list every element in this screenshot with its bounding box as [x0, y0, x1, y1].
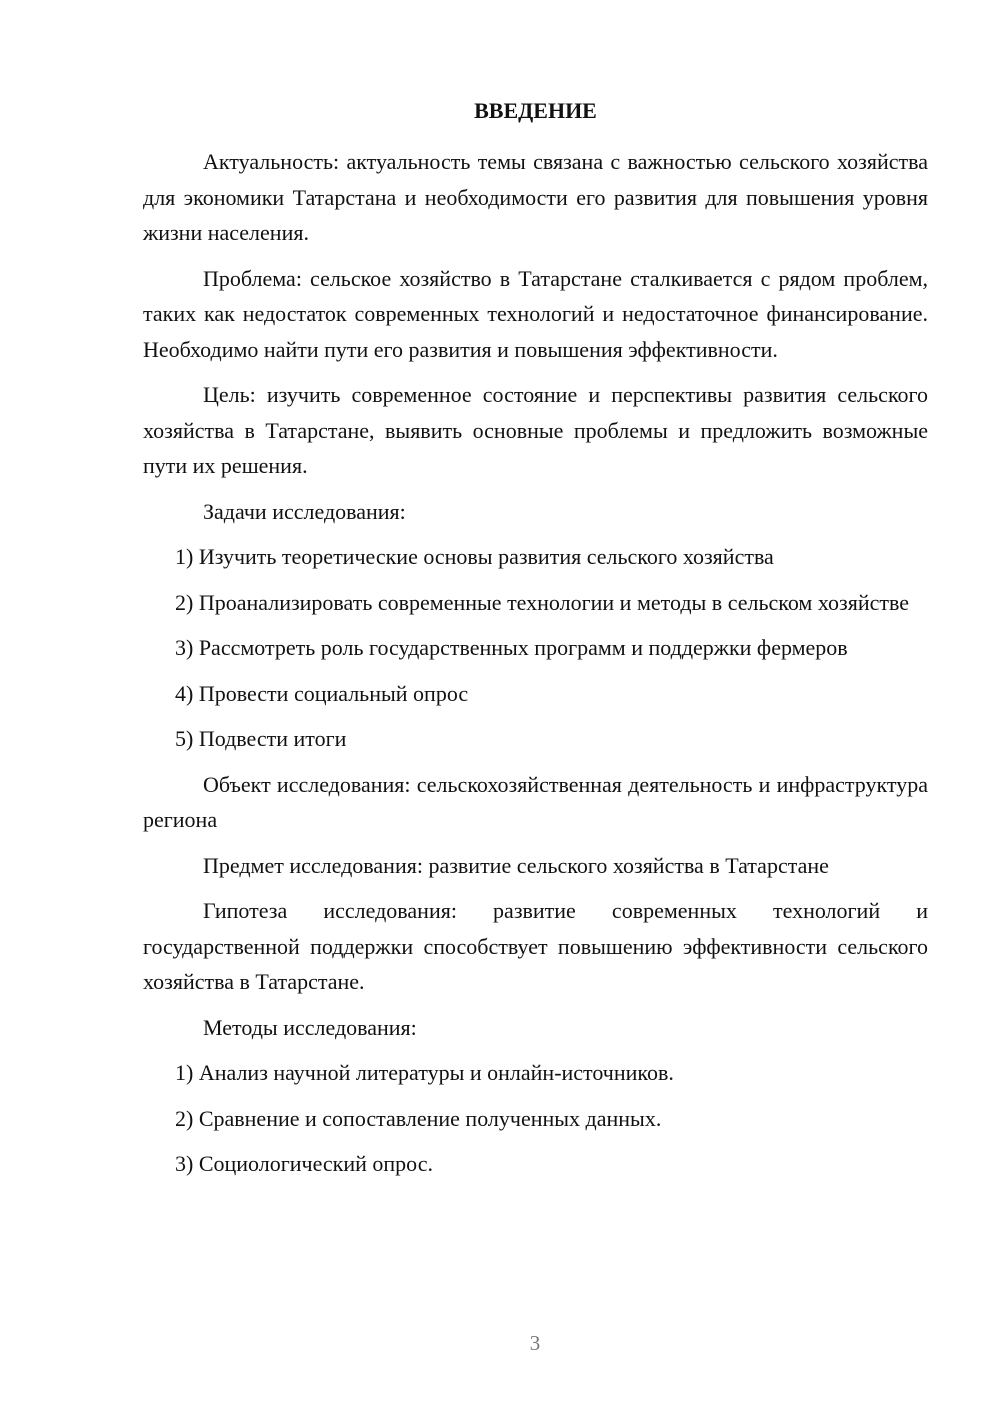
- list-item-task-4: 4) Провести социальный опрос: [175, 680, 469, 706]
- paragraph-object: Объект исследования: сельскохозяйственная деятельность и инфраструктура региона: [143, 771, 928, 832]
- paragraph-hypothesis: Гипотеза исследования: развитие современных технологий и государственной поддержки способствует повышению эффективности сельского хозяйства в Татарстане.: [143, 898, 928, 994]
- document-page: [143, 96, 928, 1192]
- paragraph-relevance: Актуальность: актуальность темы связана с важностью сельского хозяйства для экономики Татарстана и необходимости его развития для повышения уровня жизни населения.: [143, 149, 928, 245]
- list-item-task-3: 3) Рассмотреть роль государственных программ и поддержки фермеров: [175, 635, 848, 660]
- list-item-task-5: 5) Подвести итоги: [175, 726, 347, 751]
- list-item-method-2: 2) Сравнение и сопоставление полученных данных.: [175, 1105, 662, 1131]
- list-item-method-1: 1) Анализ научной литературы и онлайн-источников.: [175, 1060, 674, 1085]
- paragraph-goal: Цель: изучить современное состояние и перспективы развития сельского хозяйства в Татарстане, выявить основные проблемы и предложить возможные пути их решения.: [143, 382, 928, 478]
- list-item-task-1: 1) Изучить теоретические основы развития сельского хозяйства: [175, 544, 774, 569]
- paragraph-tasks-heading: Задачи исследования:: [203, 498, 406, 524]
- list-item-method-3: 3) Социологический опрос.: [175, 1151, 433, 1176]
- paragraph-problem: Проблема: сельское хозяйство в Татарстане сталкивается с рядом проблем, таких как недостаток современных технологий и недостаточное финансирование. Необходимо найти пути его развития и повышения эффективности.: [143, 265, 928, 362]
- page-number: 3: [529, 1331, 541, 1355]
- paragraph-subject: Предмет исследования: развитие сельского хозяйства в Татарстане: [203, 852, 829, 878]
- section-heading: ВВЕДЕНИЕ: [474, 98, 597, 123]
- paragraph-methods-heading: Методы исследования:: [203, 1014, 417, 1040]
- list-item-task-2: 2) Проанализировать современные технологии и методы в сельском хозяйстве: [175, 589, 909, 615]
